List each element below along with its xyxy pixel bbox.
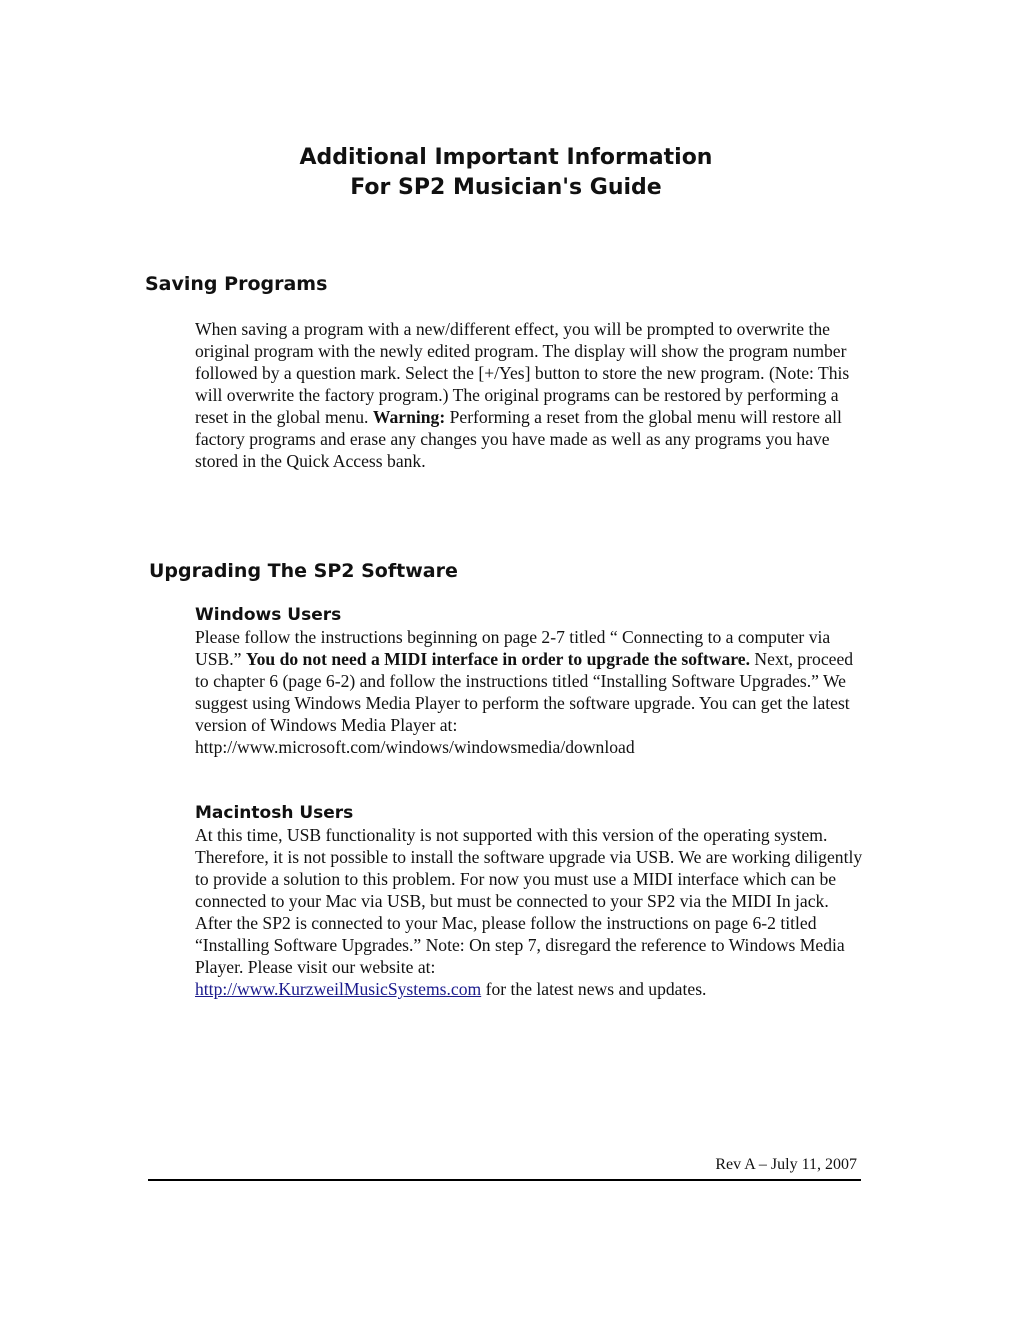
saving-programs-paragraph <box>195 318 865 472</box>
saving-programs-body <box>195 318 865 472</box>
mac-text: At this time, USB functionality is not supported with this version of the operating system. Therefore, it is not possible to install the software upgrade via USB. We are working diligently to provide a solution to this problem. For now you must use a MIDI interface which can be connected to your Mac via USB, but must be connected to your SP2 via the MIDI In jack. After the SP2 is connected to your Mac, please follow the instructions on page 6-2 titled “Installing Software Upgrades.” Note: On step 7, disregard the reference to Windows Media Player. Please visit our website at: <box>195 825 863 977</box>
macintosh-users-heading: Macintosh Users <box>195 803 354 823</box>
windows-users-heading: Windows Users <box>195 605 342 625</box>
windows-text-before: Please follow the instructions beginning on page 2-7 titled “ Connecting to a computer via USB.” <box>195 627 831 669</box>
saving-programs-heading: Saving Programs <box>145 273 328 295</box>
warning-label: Warning: <box>372 407 446 427</box>
document-title <box>0 143 1012 203</box>
revision-date: Rev A – July 11, 2007 <box>715 1156 857 1173</box>
windows-users-paragraph <box>195 626 865 736</box>
windows-text-after: Next, proceed to chapter 6 (page 6-2) and follow the instructions titled “Installing Software Upgrades.” We suggest using Windows Media Player to perform the software upgrade. You can get the latest version of Windows Media Player at: <box>195 649 854 735</box>
macintosh-users-section <box>195 802 865 1000</box>
windows-users-section <box>195 604 865 758</box>
title-line-2: For SP2 Musician's Guide <box>350 175 662 200</box>
footer-divider <box>148 1179 861 1181</box>
mac-text-after: for the latest news and updates. <box>481 979 707 999</box>
saving-text-after: Performing a reset from the global menu will restore all factory programs and erase any changes you have made as well as any programs you have stored in the Quick Access bank. <box>195 407 842 471</box>
kurzweil-website-link[interactable]: http://www.KurzweilMusicSystems.com <box>195 979 482 999</box>
macintosh-users-paragraph <box>195 824 865 1000</box>
windows-media-url: http://www.microsoft.com/windows/windowsmedia/download <box>195 737 635 757</box>
windows-bold-note: You do not need a MIDI interface in order to upgrade the software. <box>245 649 750 669</box>
upgrading-heading: Upgrading The SP2 Software <box>149 560 458 582</box>
title-line-1: Additional Important Information <box>299 145 713 170</box>
saving-text-before: When saving a program with a new/different effect, you will be prompted to overwrite the original program with the newly edited program. The display will show the program number followed by a question mark. Select the [+/Yes] button to store the new program. (Note: This will overwrite the factory program.) The original programs can be restored by performing a reset in the global menu. <box>195 319 850 427</box>
